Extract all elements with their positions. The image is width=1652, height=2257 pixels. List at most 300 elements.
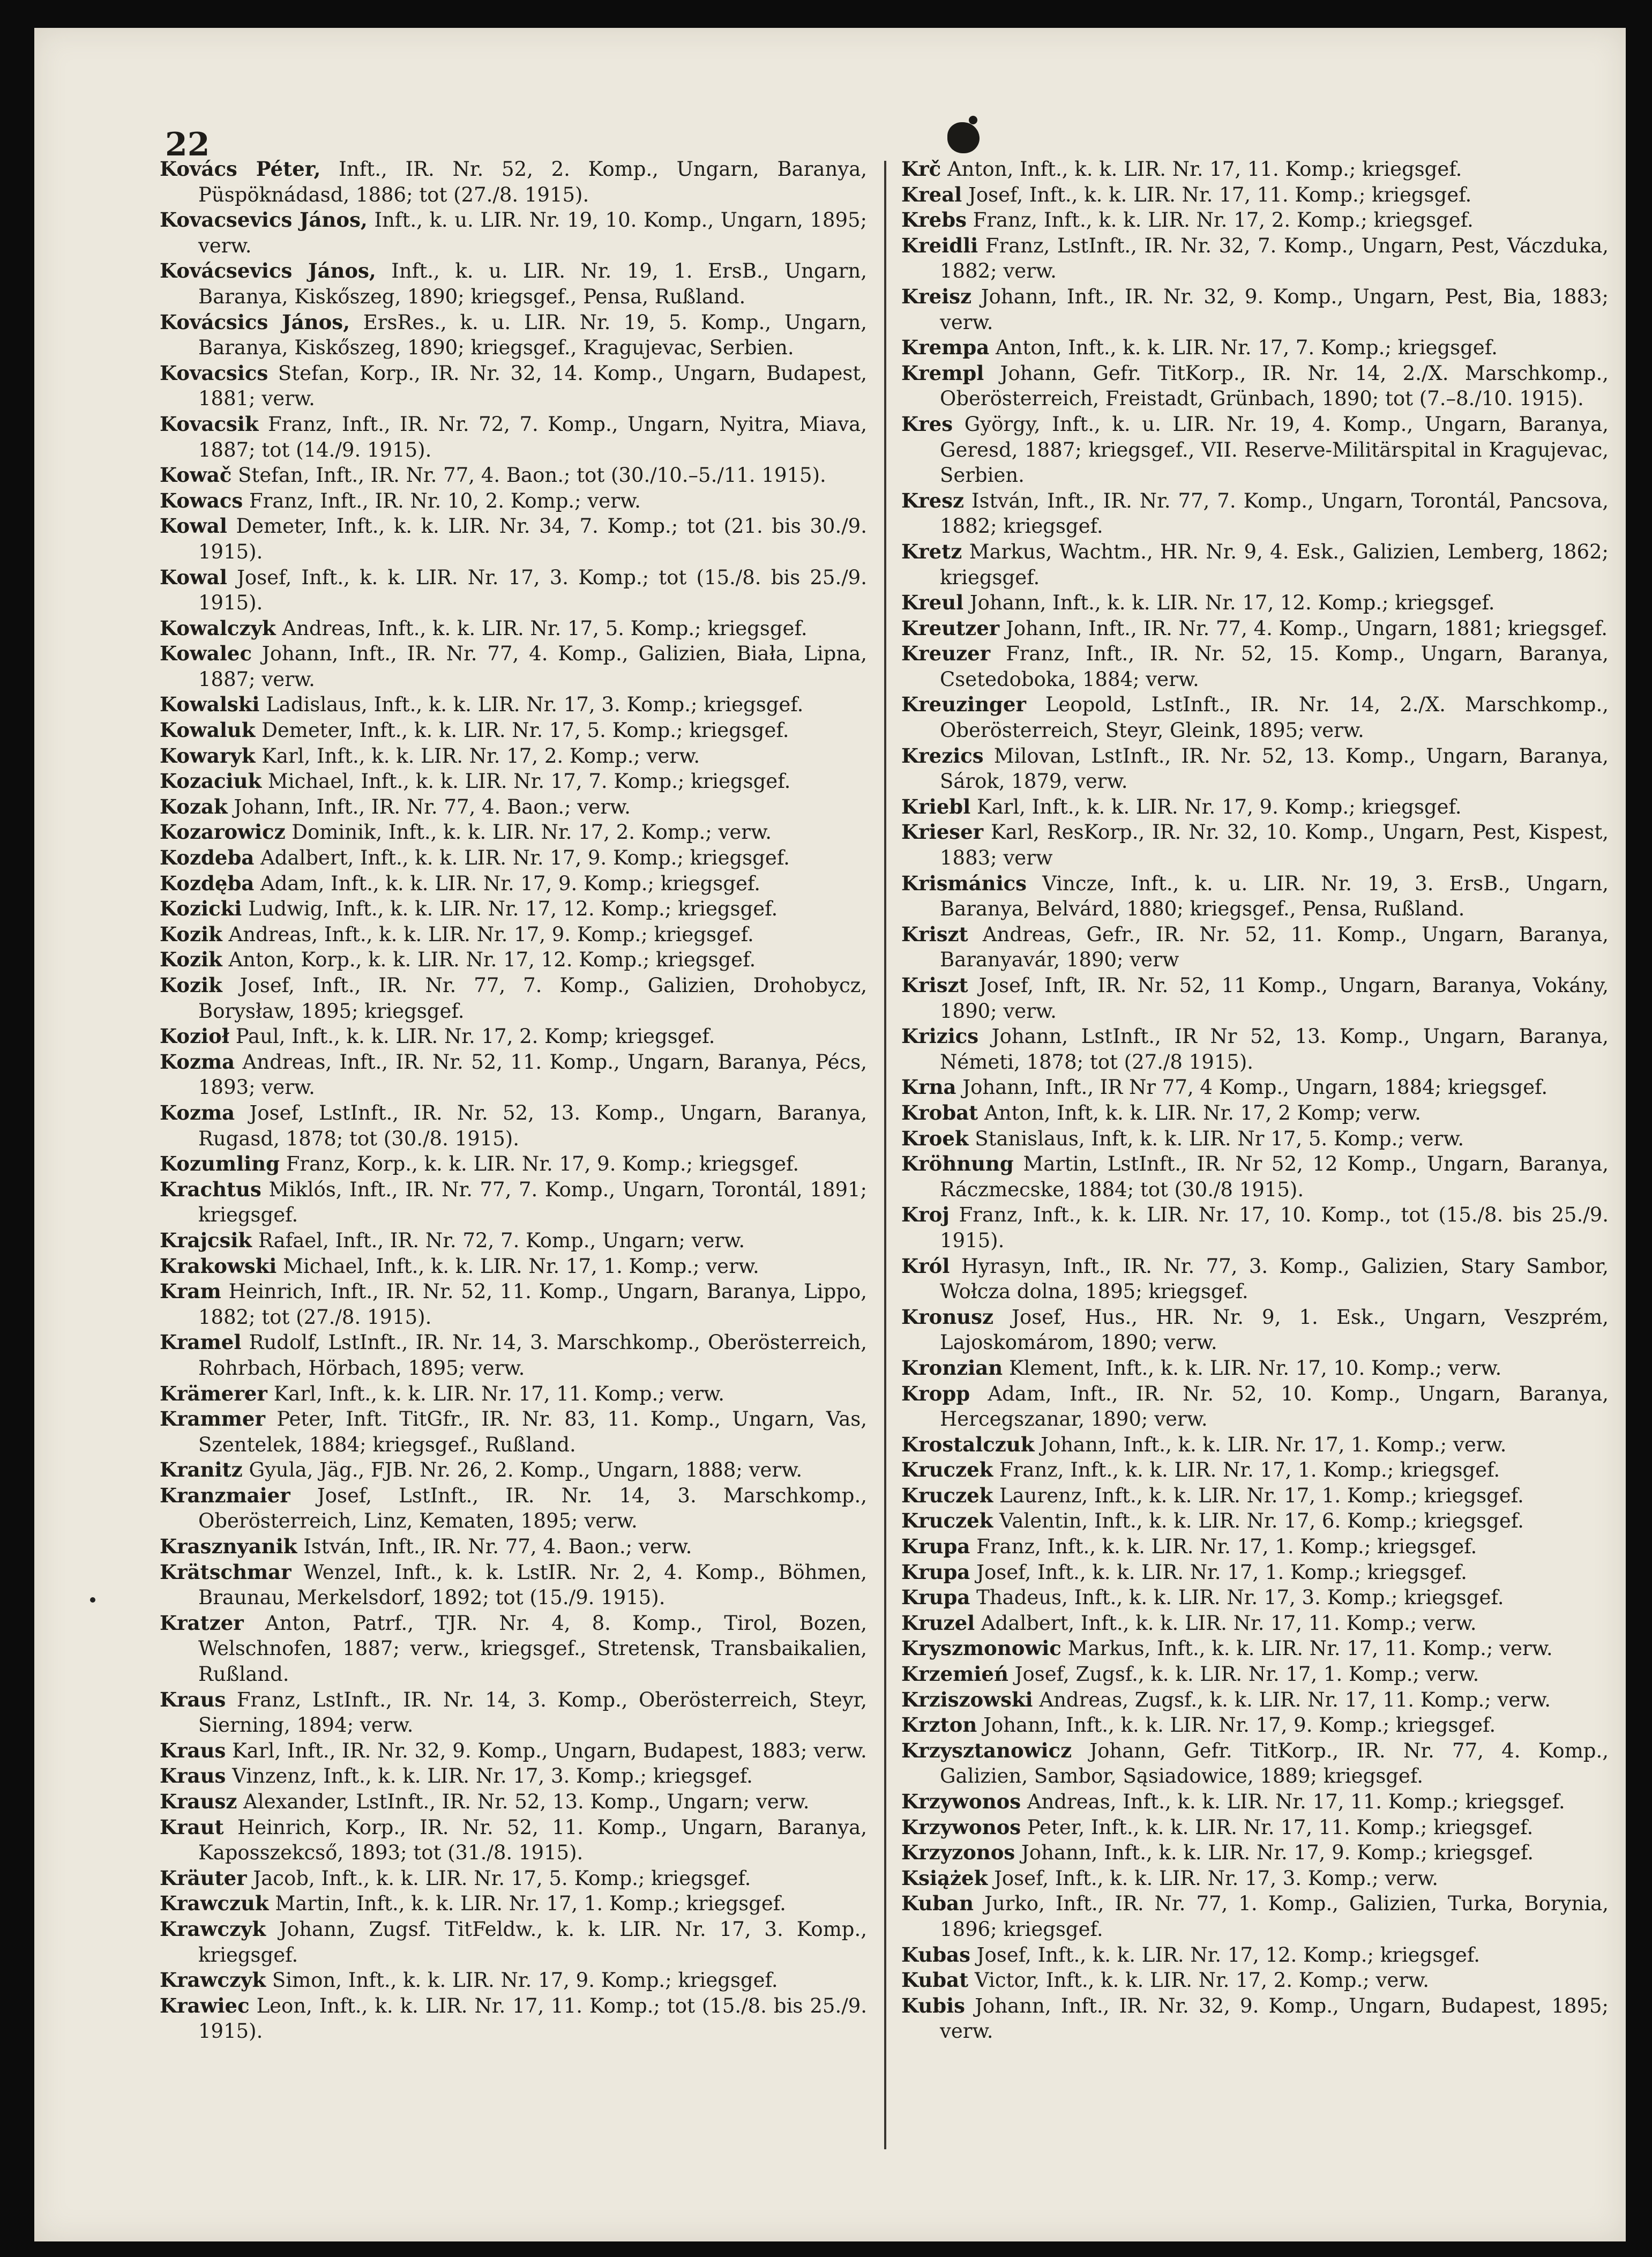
list-item — [901, 1432, 1609, 1458]
list-item — [901, 1840, 1609, 1866]
entry-details: Josef, Hus., HR. Nr. 9, 1. Esk., Ungarn, Veszprém, Lajoskomárom, 1890; verw. — [940, 1305, 1609, 1354]
entry-name: Kozma — [160, 1049, 235, 1074]
entry-details: Inft., k. u. LIR. Nr. 19, 10. Komp., Ungarn, 1895; verw. — [198, 208, 867, 257]
entry-details: Martin, LstInft., IR. Nr 52, 12 Komp., Ungarn, Baranya, Ráczmecske, 1884; tot (30./8 1915). — [940, 1152, 1609, 1201]
entry-name: Kruczek — [901, 1483, 993, 1507]
list-item — [901, 284, 1609, 335]
entry-details: Franz, Inft., IR. Nr. 52, 15. Komp., Ungarn, Baranya, Csetedoboka, 1884; verw. — [940, 642, 1609, 691]
list-item — [160, 1993, 867, 2044]
list-item — [160, 1024, 867, 1049]
entry-details: Johann, Inft., IR. Nr. 32, 9. Komp., Ungarn, Pest, Bia, 1883; verw. — [940, 285, 1609, 334]
list-item — [901, 412, 1609, 488]
list-item — [901, 1483, 1609, 1509]
list-item — [901, 616, 1609, 642]
list-item — [901, 1075, 1609, 1100]
list-item — [901, 1024, 1609, 1075]
entry-name: Kreisz — [901, 284, 972, 308]
entry-name: Krebs — [901, 208, 967, 232]
list-item — [160, 361, 867, 412]
entry-name: Krezics — [901, 743, 984, 768]
entry-details: Franz, LstInft., IR. Nr. 32, 7. Komp., Ungarn, Pest, Váczduka, 1882; verw. — [940, 234, 1609, 283]
list-item — [901, 820, 1609, 870]
entry-details: Peter, Inft. TitGfr., IR. Nr. 83, 11. Komp., Ungarn, Vas, Szentelek, 1884; kriegsgef., Rußland. — [198, 1407, 867, 1456]
entry-name: Krawczuk — [160, 1891, 269, 1916]
entry-name: Kriszt — [901, 973, 968, 997]
entry-name: Kröhnung — [901, 1152, 1014, 1176]
entry-details: Peter, Inft., k. k. LIR. Nr. 17, 11. Komp.; kriegsgef. — [1021, 1815, 1534, 1839]
entry-details: Ludwig, Inft., k. k. LIR. Nr. 17, 12. Komp.; kriegsgef. — [242, 897, 778, 921]
entry-details: Josef, Zugsf., k. k. LIR. Nr. 17, 1. Komp.; verw. — [1008, 1663, 1479, 1686]
entry-name: Krawiec — [160, 1993, 250, 2017]
entry-details: Josef, Inft., k. k. LIR. Nr. 17, 12. Komp.; kriegsgef. — [970, 1943, 1480, 1967]
list-item — [160, 1151, 867, 1177]
list-item — [901, 1942, 1609, 1968]
list-item — [160, 1177, 867, 1228]
list-item — [160, 896, 867, 922]
list-item — [160, 769, 867, 794]
entry-details: Adalbert, Inft., k. k. LIR. Nr. 17, 9. Komp.; kriegsgef. — [254, 846, 790, 870]
list-item — [160, 1228, 867, 1254]
entry-name: Kranzmaier — [160, 1483, 290, 1507]
entry-details: Andreas, Inft., IR. Nr. 52, 11. Komp., Ungarn, Baranya, Pécs, 1893; verw. — [198, 1050, 867, 1099]
list-item — [901, 1738, 1609, 1789]
entry-details: Johann, Inft., IR. Nr. 32, 9. Komp., Ungarn, Budapest, 1895; verw. — [940, 1994, 1609, 2043]
entry-name: Kovácsics János, — [160, 310, 350, 334]
entry-details: Michael, Inft., k. k. LIR. Nr. 17, 7. Komp.; kriegsgef. — [261, 770, 791, 793]
entry-details: György, Inft., k. u. LIR. Nr. 19, 4. Komp., Ungarn, Baranya, Geresd, 1887; kriegsgef., VII. Reserve-Militärspital in Kragujevac, Serbien. — [940, 412, 1609, 487]
entry-name: Krajcsik — [160, 1228, 252, 1252]
entry-details: Michael, Inft., k. k. LIR. Nr. 17, 1. Komp.; verw. — [276, 1254, 759, 1278]
entry-details: Franz, Inft., k. k. LIR. Nr. 17, 1. Komp.; kriegsgef. — [970, 1535, 1477, 1559]
entry-details: Heinrich, Korp., IR. Nr. 52, 11. Komp., Ungarn, Baranya, Kaposszekcső, 1893; tot (31./8. 1915). — [198, 1815, 867, 1865]
list-item — [901, 1815, 1609, 1841]
entry-name: Kreidli — [901, 233, 978, 257]
list-item — [160, 871, 867, 897]
entry-details: Adam, Inft., IR. Nr. 52, 10. Komp., Ungarn, Baranya, Hercegszanar, 1890; verw. — [940, 1382, 1609, 1431]
list-item — [160, 1100, 867, 1151]
list-item — [901, 1457, 1609, 1483]
entry-details: Ladislaus, Inft., k. k. LIR. Nr. 17, 3. Komp.; kriegsgef. — [259, 693, 804, 717]
list-item — [901, 1662, 1609, 1687]
list-item — [160, 1815, 867, 1866]
entry-details: Rudolf, LstInft., IR. Nr. 14, 3. Marschkomp., Oberösterreich, Rohrbach, Hörbach, 1895; verw. — [198, 1331, 867, 1380]
entry-details: Anton, Patrf., TJR. Nr. 4, 8. Komp., Tirol, Bozen, Welschnofen, 1887; verw., kriegsgef., Stretensk, Transbaikalien, Rußland. — [198, 1611, 867, 1686]
list-item — [160, 641, 867, 692]
list-item — [160, 207, 867, 258]
entry-name: Kozik — [160, 922, 222, 946]
entry-details: Josef, LstInft., IR. Nr. 52, 13. Komp., Ungarn, Baranya, Rugasd, 1878; tot (30./8. 1915). — [198, 1101, 867, 1150]
list-item — [901, 1968, 1609, 1993]
entry-details: Johann, Inft., k. k. LIR. Nr. 17, 9. Komp.; kriegsgef. — [1015, 1841, 1534, 1865]
entry-name: Krämerer — [160, 1381, 267, 1405]
list-item — [160, 513, 867, 564]
list-item — [901, 1585, 1609, 1611]
entry-details: Johann, Zugsf. TitFeldw., k. k. LIR. Nr. 17, 3. Komp., kriegsgef. — [198, 1917, 867, 1967]
entry-details: István, Inft., IR. Nr. 77, 4. Baon.; verw. — [297, 1535, 692, 1559]
list-item — [901, 871, 1609, 922]
entry-name: Kozioł — [160, 1024, 230, 1048]
list-item — [160, 463, 867, 488]
entry-name: Krammer — [160, 1407, 265, 1431]
entry-name: Krzyzonos — [901, 1841, 1015, 1865]
list-item — [901, 488, 1609, 539]
entry-details: Franz, Korp., k. k. LIR. Nr. 17, 9. Komp.; kriegsgef. — [279, 1152, 799, 1176]
entry-name: Kronusz — [901, 1305, 993, 1329]
list-item — [160, 1279, 867, 1330]
entry-name: Kuban — [901, 1891, 974, 1916]
entry-details: Inft., IR. Nr. 52, 2. Komp., Ungarn, Baranya, Püspöknádasd, 1886; tot (27./8. 1915). — [198, 158, 868, 206]
entry-details: Stefan, Inft., IR. Nr. 77, 4. Baon.; tot (30./10.–5./11. 1915). — [231, 464, 826, 487]
entry-name: Krempl — [901, 361, 984, 385]
entry-name: Kres — [901, 412, 953, 436]
column-divider — [884, 161, 886, 2149]
list-item — [160, 258, 867, 309]
entry-name: Kozdeba — [160, 846, 255, 870]
entry-name: Kresz — [901, 488, 965, 512]
entry-name: Kozak — [160, 794, 228, 818]
entry-details: Leon, Inft., k. k. LIR. Nr. 17, 11. Komp.; tot (15./8. bis 25./9. 1915). — [198, 1994, 867, 2043]
entry-details: Johann, Inft., k. k. LIR. Nr. 17, 12. Komp.; kriegsgef. — [963, 591, 1495, 615]
list-item — [160, 845, 867, 871]
ink-blot-mark — [947, 122, 980, 153]
list-item — [901, 207, 1609, 233]
entry-details: Andreas, Gefr., IR. Nr. 52, 11. Komp., Ungarn, Baranya, Baranyavár, 1890; verw — [940, 922, 1609, 972]
entry-details: Johann, Inft., IR. Nr. 77, 4. Komp., Ungarn, 1881; kriegsgef. — [999, 616, 1608, 640]
entry-name: Kronzian — [901, 1355, 1003, 1380]
entry-name: Kowacs — [160, 488, 243, 512]
entry-name: Krätschmar — [160, 1560, 291, 1584]
entry-name: Kruczek — [901, 1458, 993, 1482]
entry-name: Kreutzer — [901, 616, 1000, 640]
entry-name: Krizics — [901, 1024, 979, 1048]
list-item — [160, 1866, 867, 1891]
list-item — [901, 1611, 1609, 1636]
entry-name: Kozaciuk — [160, 769, 262, 793]
list-item — [901, 1202, 1609, 1253]
list-item — [901, 1993, 1609, 2044]
entry-details: Franz, Inft., IR. Nr. 10, 2. Komp.; verw. — [243, 489, 641, 512]
entry-details: Inft., k. u. LIR. Nr. 19, 1. ErsB., Ungarn, Baranya, Kiskőszeg, 1890; kriegsgef., Pensa, Rußland. — [198, 259, 868, 308]
entry-name: Krawczyk — [160, 1917, 266, 1941]
entry-details: Franz, Inft., IR. Nr. 72, 7. Komp., Ungarn, Nyitra, Miava, 1887; tot (14./9. 1915). — [198, 412, 867, 461]
list-item — [160, 1917, 867, 1968]
list-item — [160, 692, 867, 718]
list-item — [901, 1560, 1609, 1585]
list-item — [901, 182, 1609, 208]
entry-details: Johann, Inft., k. k. LIR. Nr. 17, 9. Komp.; kriegsgef. — [977, 1714, 1496, 1737]
entry-name: Kowalec — [160, 642, 252, 666]
entry-name: Kovacsics — [160, 361, 268, 385]
entry-details: Jurko, Inft., IR. Nr. 77, 1. Komp., Galizien, Turka, Borynia, 1896; kriegsgef. — [940, 1892, 1609, 1941]
entry-name: Kovács Péter, — [160, 157, 321, 181]
entry-name: Kreul — [901, 591, 964, 615]
stray-ink-dot — [90, 1597, 95, 1603]
list-item — [160, 973, 867, 1024]
list-item — [901, 1355, 1609, 1381]
list-item — [160, 310, 867, 361]
list-item — [160, 616, 867, 642]
entry-details: Milovan, LstInft., IR. Nr. 52, 13. Komp., Ungarn, Baranya, Sárok, 1879, verw. — [940, 744, 1609, 793]
entry-name: Kraus — [160, 1687, 226, 1711]
list-item — [901, 922, 1609, 973]
list-item — [901, 1534, 1609, 1560]
entry-name: Kraus — [160, 1738, 226, 1762]
entry-details: Andreas, Inft., k. k. LIR. Nr. 17, 9. Komp.; kriegsgef. — [222, 922, 754, 946]
list-item — [901, 1305, 1609, 1355]
entry-name: Krzemień — [901, 1662, 1008, 1686]
entry-name: Kratzer — [160, 1611, 244, 1635]
entry-name: Kowalczyk — [160, 616, 276, 640]
entry-name: Kozumling — [160, 1152, 280, 1176]
entry-details: Josef, Inft., k. k. LIR. Nr. 17, 1. Komp.; kriegsgef. — [970, 1560, 1467, 1584]
entry-name: Kräuter — [160, 1866, 247, 1890]
entry-name: Krismánics — [901, 871, 1027, 895]
entry-name: Kreuzer — [901, 642, 991, 666]
entry-name: Krakowski — [160, 1254, 277, 1278]
right-column — [901, 157, 1609, 2044]
entry-details: Hyrasyn, Inft., IR. Nr. 77, 3. Komp., Galizien, Stary Sambor, Wołcza dolna, 1895; kriegsgef. — [940, 1254, 1609, 1303]
entry-name: Kroek — [901, 1126, 969, 1150]
list-item — [160, 1254, 867, 1279]
list-item — [901, 692, 1609, 743]
entry-details: Jacob, Inft., k. k. LIR. Nr. 17, 5. Komp.; kriegsgef. — [246, 1866, 751, 1890]
entry-details: Karl, Inft., k. k. LIR. Nr. 17, 9. Komp.; kriegsgef. — [970, 795, 1462, 818]
entry-name: Kowač — [160, 463, 232, 487]
entry-name: Kreuzinger — [901, 692, 1026, 717]
list-item — [160, 1560, 867, 1611]
list-item — [901, 743, 1609, 794]
list-item — [160, 1381, 867, 1407]
entry-details: Anton, Inft, k. k. LIR. Nr. 17, 2 Komp; verw. — [978, 1101, 1421, 1124]
entry-details: Karl, Inft., k. k. LIR. Nr. 17, 11. Komp.; verw. — [267, 1382, 725, 1405]
list-item — [160, 565, 867, 616]
entry-name: Krachtus — [160, 1177, 261, 1201]
entry-name: Krobat — [901, 1100, 978, 1124]
entry-details: Franz, Inft., k. k. LIR. Nr. 17, 10. Komp., tot (15./8. bis 25./9. 1915). — [940, 1203, 1609, 1252]
entry-details: Karl, Inft., IR. Nr. 32, 9. Komp., Ungarn, Budapest, 1883; verw. — [226, 1739, 867, 1762]
entry-name: Kryszmonowic — [901, 1636, 1062, 1660]
entry-details: Johann, Inft., IR. Nr. 77, 4. Komp., Galizien, Biała, Lipna, 1887; verw. — [198, 642, 867, 691]
entry-details: Anton, Inft., k. k. LIR. Nr. 17, 7. Komp.; kriegsgef. — [989, 336, 1498, 360]
list-item — [160, 1330, 867, 1381]
list-item — [901, 641, 1609, 692]
entry-details: Demeter, Inft., k. k. LIR. Nr. 34, 7. Komp.; tot (21. bis 30./9. 1915). — [198, 515, 867, 563]
entry-details: Simon, Inft., k. k. LIR. Nr. 17, 9. Komp.; kriegsgef. — [266, 1969, 778, 1992]
entry-details: Adam, Inft., k. k. LIR. Nr. 17, 9. Komp.; kriegsgef. — [254, 871, 760, 895]
entry-name: Krč — [901, 157, 941, 181]
entry-details: Josef, Inft., k. k. LIR. Nr. 17, 3. Komp.; tot (15./8. bis 25./9. 1915). — [198, 565, 867, 615]
entry-name: Kram — [160, 1279, 221, 1303]
entry-details: Vincze, Inft., k. u. LIR. Nr. 19, 3. ErsB., Ungarn, Baranya, Belvárd, 1880; kriegsgef., Pensa, Rußland. — [940, 871, 1609, 921]
page-number: 22 — [165, 126, 210, 163]
entry-details: Andreas, Inft., k. k. LIR. Nr. 17, 11. Komp.; kriegsgef. — [1021, 1790, 1565, 1813]
entry-name: Kovacsik — [160, 412, 259, 436]
list-item — [901, 1636, 1609, 1662]
entry-name: Krziszowski — [901, 1687, 1033, 1711]
list-item — [160, 743, 867, 769]
entry-name: Krupa — [901, 1535, 970, 1559]
entry-details: Miklós, Inft., IR. Nr. 77, 7. Komp., Ungarn, Torontál, 1891; kriegsgef. — [198, 1178, 867, 1227]
entry-name: Kowalski — [160, 692, 260, 717]
list-item — [901, 1508, 1609, 1534]
entry-details: Franz, Inft., k. k. LIR. Nr. 17, 2. Komp.; kriegsgef. — [966, 208, 1474, 232]
list-item — [901, 973, 1609, 1024]
entry-details: Stanislaus, Inft, k. k. LIR. Nr 17, 5. Komp.; verw. — [968, 1127, 1464, 1150]
list-item — [160, 820, 867, 845]
list-item — [160, 922, 867, 948]
list-item — [160, 1763, 867, 1789]
entry-details: Johann, Gefr. TitKorp., IR. Nr. 77, 4. Komp., Galizien, Sambor, Sąsiadowice, 1889; kriegsgef. — [940, 1739, 1609, 1788]
entry-details: Valentin, Inft., k. k. LIR. Nr. 17, 6. Komp.; kriegsgef. — [993, 1509, 1524, 1533]
entry-name: Kraus — [160, 1764, 226, 1788]
list-item — [901, 361, 1609, 412]
entry-name: Kriszt — [901, 922, 968, 946]
entry-name: Kretz — [901, 539, 962, 563]
entry-name: Kovacsevics János, — [160, 208, 368, 232]
list-item — [901, 1891, 1609, 1942]
entry-name: Kozdęba — [160, 871, 255, 895]
list-item — [901, 1712, 1609, 1738]
entry-details: Leopold, LstInft., IR. Nr. 14, 2./X. Marschkomp., Oberösterreich, Steyr, Gleink, 1895; verw. — [940, 693, 1609, 742]
entry-details: István, Inft., IR. Nr. 77, 7. Komp., Ungarn, Torontál, Pancsova, 1882; kriegsgef. — [940, 489, 1609, 538]
list-item — [160, 1738, 867, 1764]
entry-details: Thadeus, Inft., k. k. LIR. Nr. 17, 3. Komp.; kriegsgef. — [970, 1586, 1504, 1610]
list-item — [901, 539, 1609, 590]
entry-details: Martin, Inft., k. k. LIR. Nr. 17, 1. Komp.; kriegsgef. — [268, 1892, 786, 1916]
entry-details: Anton, Korp., k. k. LIR. Nr. 17, 12. Komp.; kriegsgef. — [222, 948, 756, 972]
list-item — [901, 1866, 1609, 1891]
entry-name: Kovácsevics János, — [160, 259, 376, 283]
entry-details: Adalbert, Inft., k. k. LIR. Nr. 17, 11. Komp.; verw. — [975, 1611, 1477, 1635]
entry-details: Franz, LstInft., IR. Nr. 14, 3. Komp., Oberösterreich, Steyr, Sierning, 1894; verw. — [198, 1688, 867, 1737]
entry-details: Paul, Inft., k. k. LIR. Nr. 17, 2. Komp; kriegsgef. — [229, 1025, 715, 1048]
list-item — [160, 718, 867, 743]
list-item — [160, 794, 867, 820]
entry-details: Heinrich, Inft., IR. Nr. 52, 11. Komp., Ungarn, Baranya, Lippo, 1882; tot (27./8. 1915). — [198, 1280, 867, 1329]
list-item — [901, 1687, 1609, 1713]
list-item — [901, 335, 1609, 361]
entry-name: Kruczek — [901, 1509, 993, 1533]
entry-details: Andreas, Inft., k. k. LIR. Nr. 17, 5. Komp.; kriegsgef. — [275, 616, 808, 640]
entry-details: Dominik, Inft., k. k. LIR. Nr. 17, 2. Komp.; verw. — [285, 821, 772, 844]
list-item — [160, 1968, 867, 1993]
entry-name: Kriebl — [901, 794, 971, 818]
entry-details: Karl, ResKorp., IR. Nr. 32, 10. Komp., Ungarn, Pest, Kispest, 1883; verw — [940, 821, 1609, 870]
list-item — [160, 412, 867, 463]
entry-name: Kowaryk — [160, 743, 256, 768]
entry-details: Johann, Inft., IR. Nr. 77, 4. Baon.; verw. — [227, 795, 631, 818]
entry-name: Kubas — [901, 1942, 970, 1967]
entry-details: Klement, Inft., k. k. LIR. Nr. 17, 10. Komp.; verw. — [1003, 1356, 1502, 1380]
list-item — [160, 1891, 867, 1917]
entry-name: Kowal — [160, 514, 227, 538]
entry-name: Król — [901, 1254, 950, 1278]
entry-details: Johann, LstInft., IR Nr 52, 13. Komp., Ungarn, Baranya, Németi, 1878; tot (27./8 1915). — [940, 1025, 1609, 1074]
entry-details: Johann, Gefr. TitKorp., IR. Nr. 14, 2./X. Marschkomp., Oberösterreich, Freistadt, Grünbach, 1890; tot (7.–8./10. 1915). — [940, 361, 1609, 411]
list-item — [901, 1151, 1609, 1202]
entry-details: Laurenz, Inft., k. k. LIR. Nr. 17, 1. Komp.; kriegsgef. — [993, 1484, 1524, 1507]
entry-details: ErsRes., k. u. LIR. Nr. 19, 5. Komp., Ungarn, Baranya, Kiskőszeg, 1890; kriegsgef., Kragujevac, Serbien. — [198, 310, 867, 360]
entry-name: Kozicki — [160, 897, 242, 921]
list-item — [901, 794, 1609, 820]
entry-name: Krzywonos — [901, 1790, 1021, 1813]
entry-name: Kozma — [160, 1100, 235, 1124]
entry-name: Kranitz — [160, 1458, 243, 1482]
entry-name: Krausz — [160, 1790, 237, 1813]
entry-name: Krempa — [901, 336, 990, 360]
list-item — [901, 590, 1609, 616]
list-item — [160, 157, 867, 207]
entry-name: Kozarowicz — [160, 820, 286, 844]
entry-details: Franz, Inft., k. k. LIR. Nr. 17, 1. Komp.; kriegsgef. — [993, 1458, 1500, 1482]
list-item — [160, 1534, 867, 1560]
entry-name: Krasznyanik — [160, 1535, 297, 1559]
entry-name: Książek — [901, 1866, 988, 1890]
entry-details: Johann, Inft., IR Nr 77, 4 Komp., Ungarn, 1884; kriegsgef. — [956, 1076, 1548, 1099]
entry-name: Kropp — [901, 1381, 970, 1405]
list-item — [160, 1483, 867, 1534]
entry-name: Kruzel — [901, 1611, 975, 1635]
entry-details: Markus, Inft., k. k. LIR. Nr. 17, 11. Komp.; verw. — [1061, 1637, 1553, 1660]
list-item — [901, 1126, 1609, 1152]
entry-name: Krupa — [901, 1585, 970, 1610]
list-item — [160, 1457, 867, 1483]
entry-details: Wenzel, Inft., k. k. LstIR. Nr. 2, 4. Komp., Böhmen, Braunau, Merkelsdorf, 1892; tot (15./9. 1915). — [198, 1560, 867, 1610]
entry-name: Krostalczuk — [901, 1432, 1035, 1456]
list-item — [160, 1611, 867, 1687]
entry-details: Josef, Inft., k. k. LIR. Nr. 17, 11. Komp.; kriegsgef. — [962, 183, 1472, 206]
left-column — [160, 157, 867, 2044]
entry-name: Krzton — [901, 1713, 977, 1737]
entry-name: Krna — [901, 1075, 956, 1099]
list-item — [160, 1406, 867, 1457]
entry-name: Kramel — [160, 1330, 242, 1354]
entry-name: Kowaluk — [160, 718, 256, 742]
entry-name: Kraut — [160, 1815, 224, 1839]
entry-details: Alexander, LstInft., IR. Nr. 52, 13. Komp., Ungarn; verw. — [237, 1790, 810, 1813]
entry-name: Krieser — [901, 820, 984, 844]
entry-name: Krzywonos — [901, 1815, 1021, 1839]
entry-details: Johann, Inft., k. k. LIR. Nr. 17, 1. Komp.; verw. — [1034, 1433, 1507, 1456]
list-item — [901, 233, 1609, 284]
entry-name: Kozik — [160, 973, 222, 997]
list-item — [160, 1049, 867, 1100]
entry-details: Josef, Inft., k. k. LIR. Nr. 17, 3. Komp.; verw. — [988, 1866, 1439, 1890]
entry-details: Anton, Inft., k. k. LIR. Nr. 17, 11. Komp.; kriegsgef. — [941, 158, 1462, 181]
entry-details: Demeter, Inft., k. k. LIR. Nr. 17, 5. Komp.; kriegsgef. — [255, 719, 789, 742]
list-item — [160, 488, 867, 514]
entry-details: Victor, Inft., k. k. LIR. Nr. 17, 2. Komp.; verw. — [968, 1969, 1430, 1992]
entry-details: Vinzenz, Inft., k. k. LIR. Nr. 17, 3. Komp.; kriegsgef. — [226, 1764, 753, 1788]
list-item — [901, 1254, 1609, 1305]
entry-details: Karl, Inft., k. k. LIR. Nr. 17, 2. Komp.; verw. — [255, 744, 700, 768]
entry-details: Markus, Wachtm., HR. Nr. 9, 4. Esk., Galizien, Lemberg, 1862; kriegsgef. — [940, 540, 1609, 589]
list-item — [160, 1789, 867, 1815]
entry-details: Josef, Inft., IR. Nr. 77, 7. Komp., Galizien, Drohobycz, Borysław, 1895; kriegsgef. — [198, 974, 867, 1023]
entry-name: Kowal — [160, 565, 227, 589]
list-item — [901, 1789, 1609, 1815]
entry-details: Andreas, Zugsf., k. k. LIR. Nr. 17, 11. Komp.; verw. — [1033, 1688, 1551, 1711]
entry-name: Kozik — [160, 948, 222, 972]
entry-name: Kubis — [901, 1993, 966, 2017]
entry-name: Kreal — [901, 182, 962, 206]
list-item — [160, 947, 867, 973]
list-item — [901, 157, 1609, 182]
entry-name: Krzysztanowicz — [901, 1738, 1072, 1762]
entry-details: Stefan, Korp., IR. Nr. 32, 14. Komp., Ungarn, Budapest, 1881; verw. — [198, 361, 867, 411]
entry-name: Kroj — [901, 1203, 950, 1227]
list-item — [901, 1381, 1609, 1432]
